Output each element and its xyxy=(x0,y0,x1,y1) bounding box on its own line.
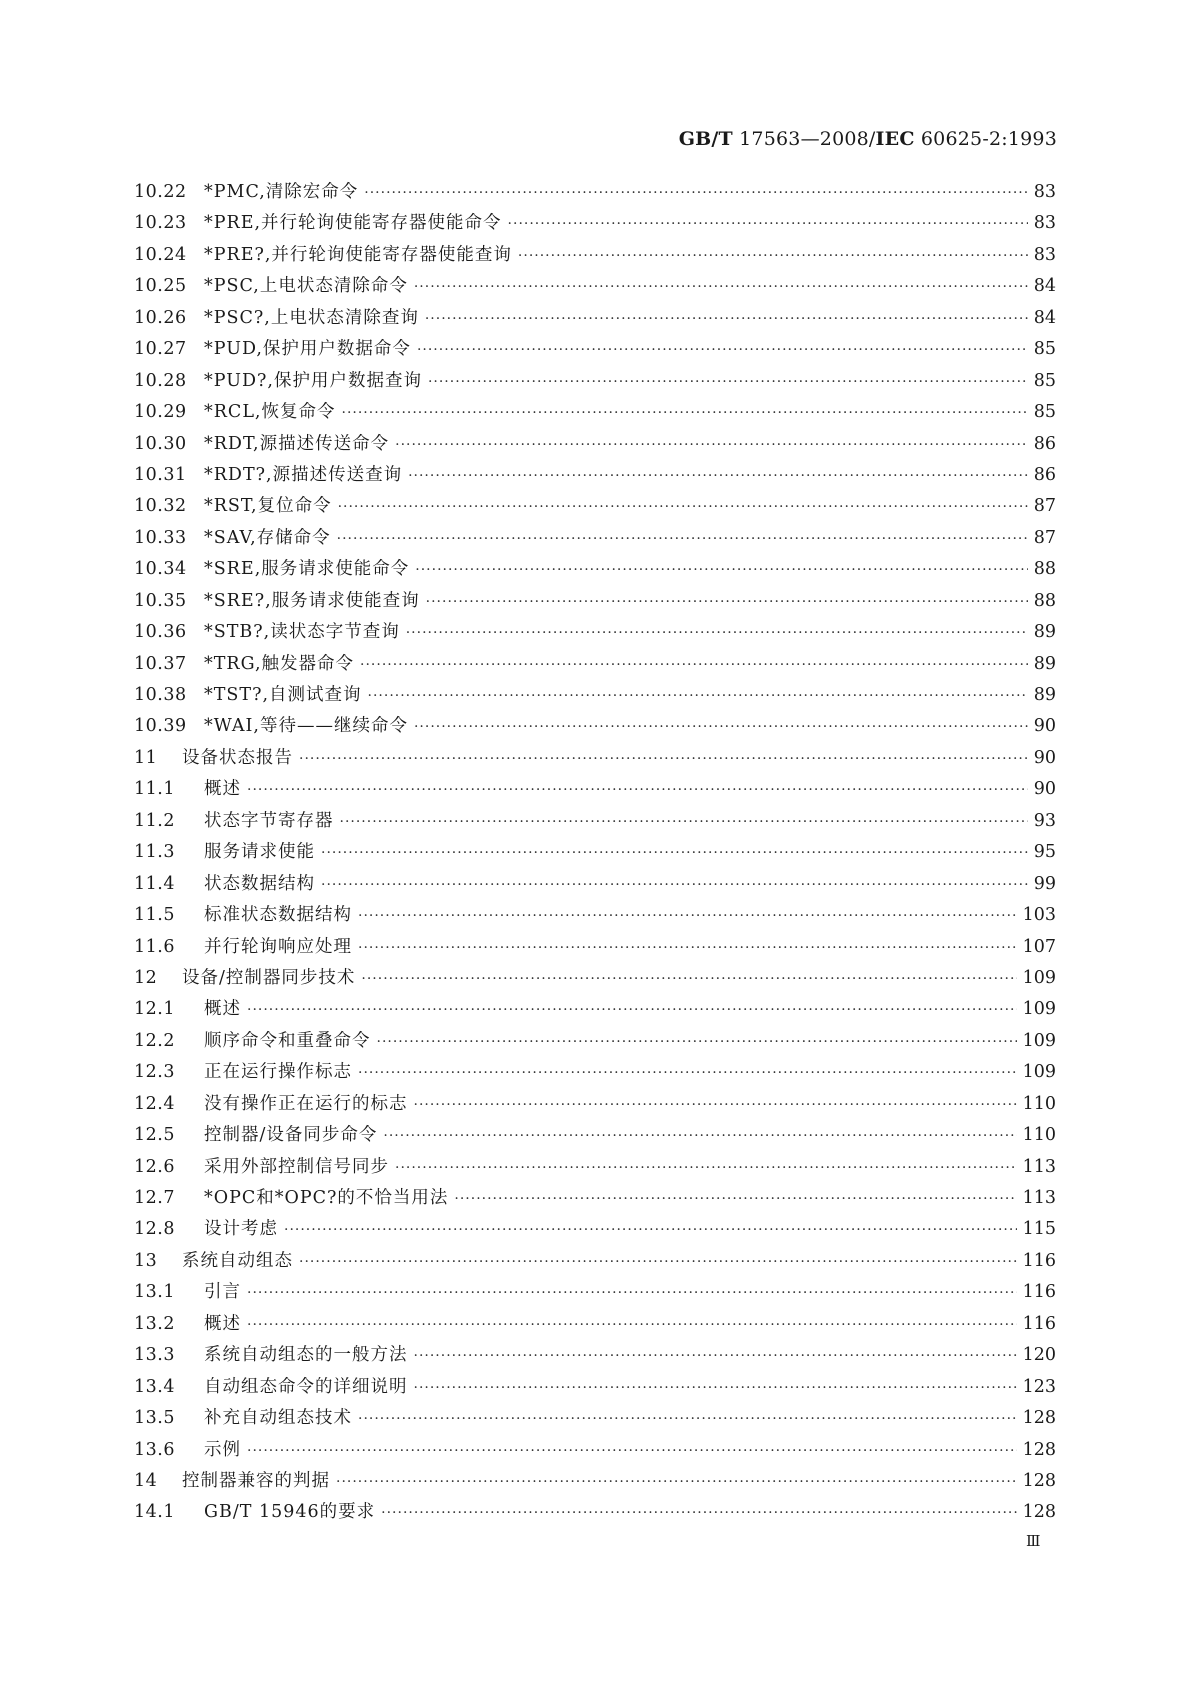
toc-section-title: 正在运行操作标志 xyxy=(204,1062,352,1083)
toc-entry[interactable] xyxy=(134,272,1056,303)
toc-dot-leader xyxy=(342,405,1028,421)
toc-section-number: 10.29 xyxy=(134,402,187,423)
toc-page-number: 85 xyxy=(1033,339,1056,360)
table-of-contents xyxy=(134,178,1056,1530)
toc-page-number: 109 xyxy=(1022,1030,1056,1051)
toc-section-number: 10.24 xyxy=(134,244,187,265)
toc-entry[interactable] xyxy=(134,1090,1056,1121)
toc-entry[interactable] xyxy=(134,618,1056,649)
toc-section-number: 11.3 xyxy=(134,842,175,863)
toc-entry[interactable] xyxy=(134,492,1056,523)
toc-section-number: 13.3 xyxy=(134,1345,175,1366)
toc-page-number: 86 xyxy=(1033,433,1056,454)
toc-entry[interactable] xyxy=(134,712,1056,743)
toc-entry[interactable] xyxy=(134,1467,1056,1498)
toc-entry[interactable] xyxy=(134,524,1056,555)
iec-number: 60625-2:1993 xyxy=(920,128,1057,150)
toc-dot-leader xyxy=(247,1285,1017,1301)
toc-section-number: 13.5 xyxy=(134,1408,175,1429)
toc-page-number: 115 xyxy=(1022,1219,1056,1240)
toc-dot-leader xyxy=(426,594,1028,610)
toc-section-number: 14.1 xyxy=(134,1502,175,1523)
standard-header xyxy=(679,128,1057,150)
toc-dot-leader xyxy=(368,688,1028,704)
toc-page-number: 128 xyxy=(1022,1470,1056,1491)
toc-section-number: 14 xyxy=(134,1470,158,1491)
toc-section-number: 11 xyxy=(134,747,158,768)
toc-dot-leader xyxy=(414,1097,1017,1113)
toc-page-number: 128 xyxy=(1022,1502,1056,1523)
toc-page-number: 107 xyxy=(1022,936,1056,957)
toc-entry[interactable] xyxy=(134,461,1056,492)
toc-entry[interactable] xyxy=(134,367,1056,398)
toc-entry[interactable] xyxy=(134,1498,1056,1529)
toc-dot-leader xyxy=(299,751,1028,767)
toc-section-title: *SAV,存储命令 xyxy=(204,527,331,548)
standard-number: 17563—2008/ xyxy=(739,128,876,150)
page-number-roman: Ⅲ xyxy=(1026,1532,1041,1550)
toc-page-number: 83 xyxy=(1033,244,1056,265)
toc-entry[interactable] xyxy=(134,209,1056,240)
toc-page-number: 120 xyxy=(1022,1345,1056,1366)
toc-dot-leader xyxy=(415,562,1027,578)
toc-dot-leader xyxy=(508,216,1028,232)
toc-dot-leader xyxy=(358,940,1017,956)
toc-dot-leader xyxy=(414,1380,1017,1396)
toc-dot-leader xyxy=(358,908,1017,924)
toc-section-number: 12.3 xyxy=(134,1062,175,1083)
toc-dot-leader xyxy=(336,1474,1017,1490)
toc-section-title: *RST,复位命令 xyxy=(204,496,332,517)
toc-entry[interactable] xyxy=(134,178,1056,209)
toc-entry[interactable] xyxy=(134,1215,1056,1246)
toc-section-number: 10.34 xyxy=(134,559,187,580)
toc-section-title: *TRG,触发器命令 xyxy=(204,653,355,674)
toc-page-number: 99 xyxy=(1033,873,1056,894)
toc-section-number: 12 xyxy=(134,967,158,988)
toc-section-title: *PUD,保护用户数据命令 xyxy=(204,339,411,360)
toc-section-title: 控制器兼容的判据 xyxy=(182,1470,330,1491)
toc-page-number: 116 xyxy=(1022,1282,1056,1303)
toc-dot-leader xyxy=(358,1411,1017,1427)
toc-dot-leader xyxy=(321,845,1028,861)
toc-section-title: 标准状态数据结构 xyxy=(204,905,352,926)
toc-entry[interactable] xyxy=(134,587,1056,618)
toc-page-number: 128 xyxy=(1022,1408,1056,1429)
toc-section-title: GB/T 15946的要求 xyxy=(204,1502,376,1523)
toc-section-title: 补充自动组态技术 xyxy=(204,1408,352,1429)
toc-entry[interactable] xyxy=(134,304,1056,335)
toc-dot-leader xyxy=(414,279,1028,295)
toc-entry[interactable] xyxy=(134,870,1056,901)
toc-page-number: 90 xyxy=(1033,747,1056,768)
toc-entry[interactable] xyxy=(134,430,1056,461)
toc-page-number: 86 xyxy=(1033,464,1056,485)
toc-section-number: 10.25 xyxy=(134,276,187,297)
toc-section-title: *SRE?,服务请求使能查询 xyxy=(204,590,420,611)
toc-section-number: 10.33 xyxy=(134,527,187,548)
toc-page-number: 84 xyxy=(1033,307,1056,328)
toc-section-title: 顺序命令和重叠命令 xyxy=(204,1030,371,1051)
toc-section-number: 12.2 xyxy=(134,1030,175,1051)
toc-page-number: 109 xyxy=(1022,967,1056,988)
toc-section-number: 10.28 xyxy=(134,370,187,391)
toc-section-number: 12.5 xyxy=(134,1125,175,1146)
toc-section-number: 12.6 xyxy=(134,1156,175,1177)
toc-section-number: 11.1 xyxy=(134,779,175,800)
toc-dot-leader xyxy=(361,971,1016,987)
toc-section-number: 13.1 xyxy=(134,1282,175,1303)
toc-entry[interactable] xyxy=(134,964,1056,995)
toc-page-number: 110 xyxy=(1022,1093,1056,1114)
toc-page-number: 89 xyxy=(1033,653,1056,674)
toc-section-title: 采用外部控制信号同步 xyxy=(204,1156,389,1177)
toc-section-title: 概述 xyxy=(204,779,241,800)
toc-section-number: 10.39 xyxy=(134,716,187,737)
toc-section-title: *RDT,源描述传送命令 xyxy=(204,433,390,454)
toc-section-title: *PSC?,上电状态清除查询 xyxy=(204,307,419,328)
toc-entry[interactable] xyxy=(134,1247,1056,1278)
toc-section-title: *OPC和*OPC?的不恰当用法 xyxy=(204,1188,449,1208)
toc-entry[interactable] xyxy=(134,807,1056,838)
toc-page-number: 90 xyxy=(1033,716,1056,737)
toc-dot-leader xyxy=(358,1065,1017,1081)
toc-section-title: 设备/控制器同步技术 xyxy=(182,967,356,988)
toc-page-number: 116 xyxy=(1022,1250,1056,1271)
toc-section-number: 13.2 xyxy=(134,1313,175,1334)
toc-dot-leader xyxy=(406,625,1028,641)
toc-dot-leader xyxy=(321,877,1028,893)
toc-page-number: 103 xyxy=(1022,905,1056,926)
toc-entry[interactable] xyxy=(134,650,1056,681)
toc-dot-leader xyxy=(518,248,1028,264)
toc-section-title: *RCL,恢复命令 xyxy=(204,402,336,423)
toc-entry[interactable] xyxy=(134,1404,1056,1435)
toc-section-title: 设计考虑 xyxy=(204,1219,278,1240)
toc-section-number: 10.23 xyxy=(134,213,187,234)
toc-entry[interactable] xyxy=(134,335,1056,366)
toc-section-number: 10.31 xyxy=(134,464,187,485)
toc-entry[interactable] xyxy=(134,1341,1056,1372)
toc-page-number: 88 xyxy=(1033,590,1056,611)
toc-section-number: 12.1 xyxy=(134,999,175,1020)
standard-prefix: GB/T xyxy=(678,128,733,150)
toc-section-title: *PSC,上电状态清除命令 xyxy=(204,276,408,297)
toc-dot-leader xyxy=(364,185,1027,201)
toc-section-number: 10.32 xyxy=(134,496,187,517)
toc-section-title: 示例 xyxy=(204,1439,241,1460)
toc-entry[interactable] xyxy=(134,1373,1056,1404)
toc-section-title: 概述 xyxy=(204,1313,241,1334)
toc-section-title: *SRE,服务请求使能命令 xyxy=(204,559,410,580)
toc-page-number: 83 xyxy=(1033,213,1056,234)
toc-section-title: 设备状态报告 xyxy=(182,747,293,768)
toc-page-number: 87 xyxy=(1033,496,1056,517)
toc-section-number: 11.4 xyxy=(134,873,175,894)
toc-page-number: 84 xyxy=(1033,276,1056,297)
toc-entry[interactable] xyxy=(134,1436,1056,1467)
toc-dot-leader xyxy=(340,814,1028,830)
toc-section-title: 系统自动组态的一般方法 xyxy=(204,1345,408,1366)
toc-section-title: *PRE,并行轮询使能寄存器使能命令 xyxy=(204,213,502,234)
toc-section-title: 状态数据结构 xyxy=(204,873,315,894)
toc-dot-leader xyxy=(425,311,1028,327)
toc-page-number: 128 xyxy=(1022,1439,1056,1460)
toc-section-number: 12.4 xyxy=(134,1093,175,1114)
toc-entry[interactable] xyxy=(134,1310,1056,1341)
toc-dot-leader xyxy=(414,1348,1017,1364)
toc-dot-leader xyxy=(337,531,1028,547)
toc-page-number: 123 xyxy=(1022,1376,1056,1397)
toc-dot-leader xyxy=(299,1254,1017,1270)
toc-section-title: *PMC,清除宏命令 xyxy=(204,182,359,202)
toc-section-number: 13.6 xyxy=(134,1439,175,1460)
toc-page-number: 113 xyxy=(1022,1156,1056,1177)
toc-section-title: 引言 xyxy=(204,1282,241,1303)
toc-page-number: 95 xyxy=(1033,842,1056,863)
toc-section-title: *STB?,读状态字节查询 xyxy=(204,622,400,643)
toc-page-number: 83 xyxy=(1033,182,1056,202)
toc-section-number: 12.7 xyxy=(134,1188,175,1208)
toc-entry[interactable] xyxy=(134,838,1056,869)
toc-dot-leader xyxy=(377,1034,1017,1050)
toc-page-number: 109 xyxy=(1022,999,1056,1020)
toc-entry[interactable] xyxy=(134,744,1056,775)
toc-dot-leader xyxy=(247,1317,1017,1333)
toc-entry[interactable] xyxy=(134,398,1056,429)
toc-entry[interactable] xyxy=(134,1278,1056,1309)
toc-section-title: 概述 xyxy=(204,999,241,1020)
toc-entry[interactable] xyxy=(134,1027,1056,1058)
toc-entry[interactable] xyxy=(134,995,1056,1026)
toc-page-number: 87 xyxy=(1033,527,1056,548)
toc-entry[interactable] xyxy=(134,1153,1056,1184)
toc-page-number: 85 xyxy=(1033,402,1056,423)
toc-dot-leader xyxy=(454,1191,1016,1207)
toc-dot-leader xyxy=(284,1222,1017,1238)
toc-page-number: 88 xyxy=(1033,559,1056,580)
toc-entry[interactable] xyxy=(134,1121,1056,1152)
toc-section-number: 13 xyxy=(134,1250,158,1271)
toc-section-number: 10.30 xyxy=(134,433,187,454)
toc-dot-leader xyxy=(395,437,1028,453)
toc-dot-leader xyxy=(428,374,1028,390)
toc-entry[interactable] xyxy=(134,241,1056,272)
toc-section-title: 系统自动组态 xyxy=(182,1250,293,1271)
toc-section-number: 11.5 xyxy=(134,905,175,926)
toc-section-title: 并行轮询响应处理 xyxy=(204,936,352,957)
toc-page-number: 113 xyxy=(1022,1188,1056,1208)
toc-page-number: 89 xyxy=(1033,685,1056,705)
toc-section-number: 10.35 xyxy=(134,590,187,611)
toc-section-title: 服务请求使能 xyxy=(204,842,315,863)
toc-page-number: 90 xyxy=(1033,779,1056,800)
toc-section-number: 10.38 xyxy=(134,685,187,705)
toc-section-number: 10.27 xyxy=(134,339,187,360)
toc-dot-leader xyxy=(381,1505,1016,1521)
toc-entry[interactable] xyxy=(134,555,1056,586)
toc-section-title: 自动组态命令的详细说明 xyxy=(204,1376,408,1397)
toc-section-number: 13.4 xyxy=(134,1376,175,1397)
toc-section-title: 没有操作正在运行的标志 xyxy=(204,1093,408,1114)
toc-dot-leader xyxy=(414,719,1028,735)
toc-section-number: 10.26 xyxy=(134,307,187,328)
toc-dot-leader xyxy=(338,499,1028,515)
toc-section-title: 控制器/设备同步命令 xyxy=(204,1125,378,1146)
toc-section-number: 11.2 xyxy=(134,810,175,831)
toc-section-title: *PRE?,并行轮询使能寄存器使能查询 xyxy=(204,244,512,265)
toc-section-title: 状态字节寄存器 xyxy=(204,810,334,831)
toc-entry[interactable] xyxy=(134,681,1056,712)
toc-entry[interactable] xyxy=(134,775,1056,806)
toc-section-number: 10.37 xyxy=(134,653,187,674)
toc-section-number: 10.36 xyxy=(134,622,187,643)
toc-dot-leader xyxy=(360,657,1028,673)
toc-page-number: 110 xyxy=(1022,1125,1056,1146)
toc-section-title: *PUD?,保护用户数据查询 xyxy=(204,370,422,391)
toc-page-number: 93 xyxy=(1033,810,1056,831)
toc-page-number: 89 xyxy=(1033,622,1056,643)
toc-page-number: 109 xyxy=(1022,1062,1056,1083)
toc-dot-leader xyxy=(383,1128,1016,1144)
toc-dot-leader xyxy=(417,342,1028,358)
toc-section-title: *RDT?,源描述传送查询 xyxy=(204,464,403,485)
toc-section-number: 12.8 xyxy=(134,1219,175,1240)
toc-dot-leader xyxy=(395,1160,1017,1176)
toc-dot-leader xyxy=(247,1443,1017,1459)
iec-prefix: IEC xyxy=(875,128,915,150)
toc-entry[interactable] xyxy=(134,901,1056,932)
toc-section-number: 11.6 xyxy=(134,936,175,957)
toc-section-number: 10.22 xyxy=(134,182,187,202)
toc-entry[interactable] xyxy=(134,933,1056,964)
toc-section-title: *WAI,等待——继续命令 xyxy=(204,716,408,737)
toc-section-title: *TST?,自测试查询 xyxy=(204,685,362,705)
toc-page-number: 116 xyxy=(1022,1313,1056,1334)
toc-dot-leader xyxy=(247,782,1028,798)
toc-entry[interactable] xyxy=(134,1184,1056,1215)
toc-dot-leader xyxy=(408,468,1028,484)
toc-dot-leader xyxy=(247,1002,1017,1018)
toc-entry[interactable] xyxy=(134,1058,1056,1089)
toc-page-number: 85 xyxy=(1033,370,1056,391)
